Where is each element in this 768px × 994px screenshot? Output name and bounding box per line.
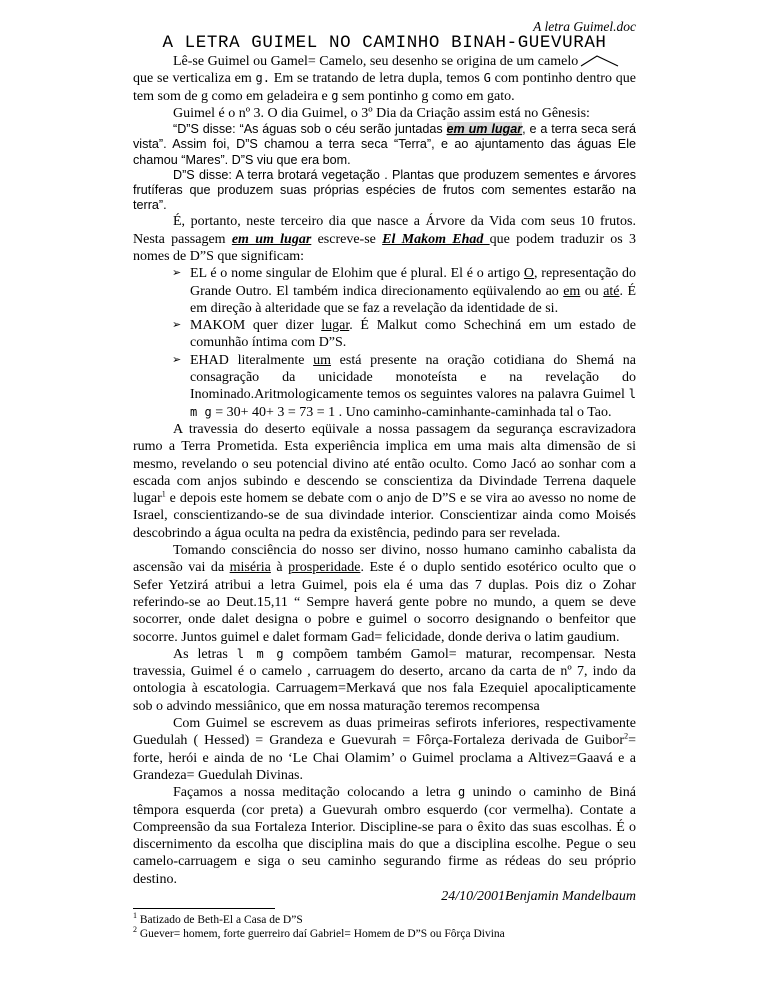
genesis-quote-1	[133, 122, 636, 168]
text: , representação do Grande Outro. El também indica direcionamento eqüivalendo ao	[190, 266, 636, 299]
text: = 30+ 40+ 3 = 73 = 1 . Uno caminho-caminhante-caminhada tal o Tao.	[211, 404, 612, 420]
arrow-bullet-icon: ➢	[172, 353, 182, 366]
underlined-text: até	[603, 283, 620, 299]
letters-lmg: l m g	[236, 646, 284, 661]
arrow-bullet-icon: ➢	[172, 319, 182, 332]
text: EL é o nome singular de Elohim que é plural. El é o artigo	[190, 266, 524, 282]
text: É, portanto, neste terceiro dia que nasce a Árvore da Vida com seus 10 frutos. Nesta passagem	[133, 214, 636, 247]
list-item	[172, 317, 636, 352]
text: compõem também Gamol= maturar, recompensar. Nesta travessia, Guimel é o camelo , carruagem do deserto, arcano da carta de nº 7, indo da ontologia à escatologia. Carruagem=Merkavá que nos fala Ezequiel apocalipticamente sob o advindo messiânico, que em nossa maturação teremos recompensa	[133, 646, 636, 714]
text: que podem traduzir os 3 nomes de D”S que significam:	[133, 231, 636, 264]
text: A travessia do deserto eqüivale a nossa passagem da segurança escravizadora rumo a Terra Prometida. Esta experiência implica em uma mais alta dimensão de si mesmo, revelando o seu potencial divino até então oculto. Como Jacó ao sonhar com a escada com anjos subindo e descendo se conscientiza da Divindade Terrena daquele lugar	[133, 421, 636, 507]
emphasis-em-um-lugar: em um lugar	[446, 122, 523, 137]
text: . É Malkut como Schechiná em um estado de comunhão íntima com D”S.	[190, 318, 636, 351]
text: Tomando consciência do nosso ser divino, nosso humano caminho cabalista da ascensão vai da	[133, 543, 636, 576]
footnote-divider	[133, 908, 275, 909]
underlined-text: miséria	[229, 560, 271, 576]
footnote-ref-1: 1	[161, 489, 166, 499]
paragraph-4	[133, 421, 636, 542]
text: “D”S disse: “As águas sob o céu serão juntadas	[173, 122, 447, 137]
letter-g: g.	[255, 71, 270, 86]
text: MAKOM quer dizer	[190, 318, 322, 334]
letter-g: g	[458, 785, 466, 800]
footnote-text: Guever= homem, forte guerreiro daí Gabriel= Homem de D”S ou Fôrça Divina	[137, 928, 505, 940]
arrow-bullet-icon: ➢	[172, 267, 182, 280]
genesis-quote-2: D”S disse: A terra brotará vegetação . Plantas que produzem sementes e árvores frutíferas que produzem suas próprias espécies de frutos com sementes estarão na terra”.	[133, 167, 636, 213]
footnote-number: 1	[133, 911, 137, 921]
list-item	[172, 352, 636, 421]
text: = forte, herói e ainda de no ‘Le Chai Olamim’ o Guimel proclama a Altivez=Gaavá e a Grandeza= Guedulah Divinas.	[133, 733, 636, 783]
paragraph-7	[133, 715, 636, 784]
paragraph-6	[133, 646, 636, 715]
underlined-text: prosperidade	[288, 560, 361, 576]
letters-lmg: l m g	[190, 387, 636, 419]
text: Em se tratando de letra dupla, temos	[269, 71, 484, 87]
footnotes	[133, 913, 653, 941]
footnote-1	[133, 913, 653, 927]
emphasis-em-um-lugar: em um lugar	[231, 231, 312, 247]
camel-glyph-icon	[580, 54, 620, 68]
text: EHAD literalmente	[190, 352, 314, 368]
footnote-text: Batizado de Beth-El a Casa de D”S	[137, 914, 303, 926]
names-list	[133, 265, 636, 421]
text: está presente na oração cotidiana do Shemá na consagração da unicidade monoteísta e na revelação do Inominado.Aritmologicamente temos os seguintes valores na palavra Guimel	[190, 352, 636, 403]
text: Façamos a nossa meditação colocando a letra	[173, 785, 459, 801]
letter-g: g	[331, 88, 339, 103]
document-filename: A letra Guimel.doc	[533, 19, 636, 34]
text: Com Guimel se escrevem as duas primeiras sefirots inferiores, respectivamente Guedulah ( Hessed) = Grandeza e Guevurah = Fôrça-Fortaleza derivada de Guibor	[133, 716, 636, 749]
underlined-text: O	[523, 266, 535, 282]
text: ou	[580, 283, 604, 299]
paragraph-8	[133, 784, 636, 888]
text: , e a terra seca será vista”. Assim foi, D”S chamou a terra seca “Terra”, e ao ajuntamento das águas Ele chamou “Mares”. D”S viu que era bom.	[133, 122, 636, 167]
paragraph-3	[133, 213, 636, 265]
footnote-2	[133, 927, 653, 941]
emphasis-el-makom-ehad: El Makom Ehad	[382, 231, 490, 247]
underlined-text: um	[313, 352, 331, 368]
paragraph-5	[133, 542, 636, 646]
signature-date: 24/10/2001Benjamin Mandelbaum	[441, 888, 636, 904]
text: escreve-se	[311, 231, 383, 247]
letter-G: G	[483, 71, 491, 86]
text: e depois este homem se debate com o anjo de D”S e se vira ao avesso no nome de Israel, conscientizando-se de sua divindade interior. Conscientizar ainda como Moisés descobrindo a água oculta na pedra da existência, pedindo para ser revelada.	[133, 491, 636, 541]
footnote-ref-2: 2	[624, 731, 629, 741]
text: com pontinho dentro que tem som de g como em geladeira e	[133, 71, 636, 104]
text: . É em direção à alteridade que se faz a revelação da identidade de si.	[190, 283, 636, 316]
text: . Este é o duplo sentido esotérico oculto que o Sefer Yetzirá atribui a letra Guimel, pois ela é uma das 7 duplas. Pois diz o Zohar referindo-se ao Deut.15,11 “ Sempre haverá gente pobre no mundo, a quem se deve socorrer, onde dalet designa o pobre e guimel o socorro designando o benfeitor que socorre. Juntos guimel e dalet formam Gad= felicidade, donde deriva o latim gaudium.	[133, 560, 637, 645]
document-page	[133, 20, 636, 905]
underlined-text: em	[563, 283, 581, 299]
text: Lê-se Guimel ou Gamel= Camelo, seu desenho se origina de um camelo	[173, 54, 579, 69]
list-item	[172, 265, 636, 317]
underlined-text: lugar	[321, 318, 350, 334]
paragraph-2: Guimel é o nº 3. O dia Guimel, o 3º Dia da Criação assim está no Gênesis:	[173, 105, 590, 121]
document-title: A LETRA GUIMEL NO CAMINHO BINAH-GUEVURAH	[162, 33, 607, 53]
footnote-number: 2	[133, 925, 137, 935]
text: unindo o caminho de Biná têmpora esquerda (cor preta) a Guevurah ombro esquerdo (cor vermelha). Contate a Compreensão da sua Fortaleza Interior. Discipline-se para o êxito das suas escolhas. É o discernimento da escolha que disciplina mais do que a disciplina escolhe. Pegue o seu camelo-carruagem e siga o seu caminho segurando firme as rédeas do seu próprio destino.	[133, 785, 636, 887]
text: que se verticaliza em	[133, 71, 256, 87]
text: As letras	[173, 646, 237, 662]
text: à	[270, 560, 289, 576]
paragraph-1	[133, 53, 636, 105]
text: sem pontinho g como em gato.	[338, 88, 515, 104]
